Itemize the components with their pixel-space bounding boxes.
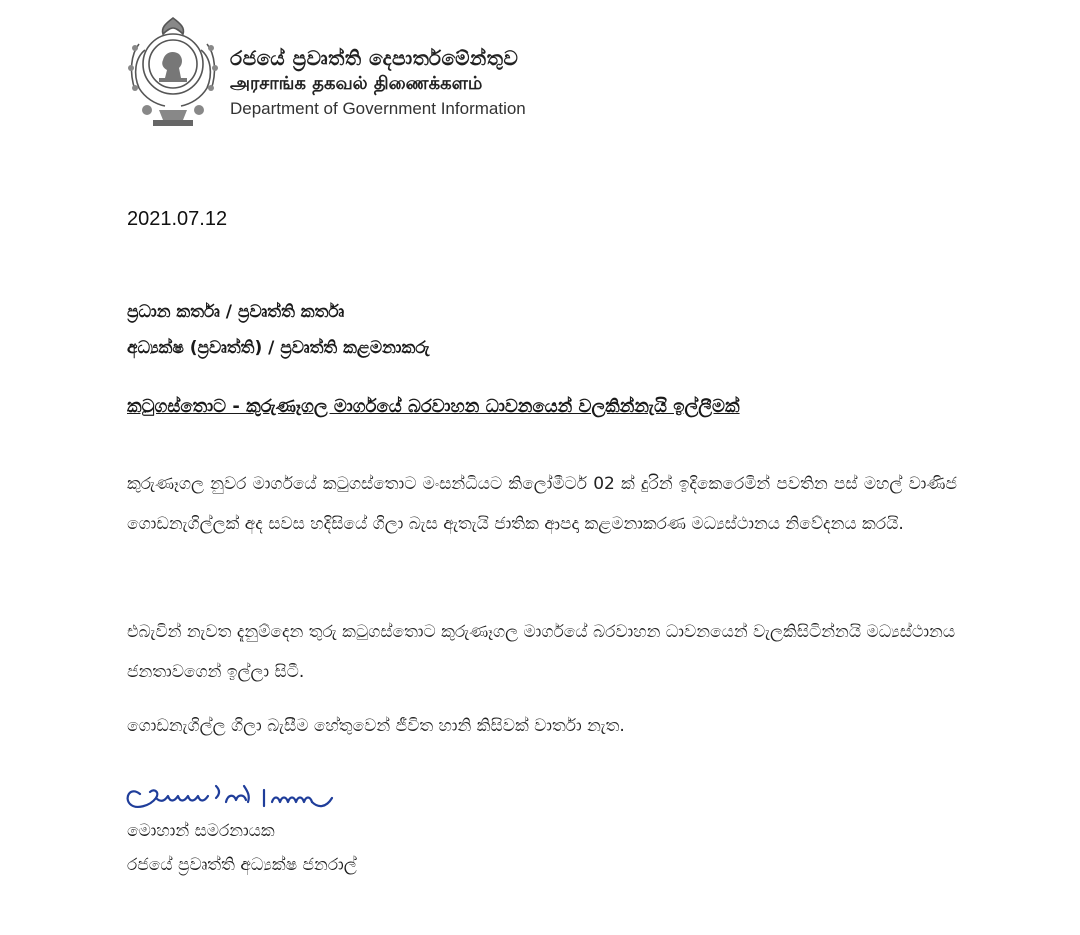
body-paragraph: ගොඩනැගිල්ල ගිලා බැසීම හේතුවෙන් ජීවිත හානි කිසිවක් වාර්තා නැත. — [127, 716, 625, 736]
recipient-line: අධ්‍යක්ෂ (ප්‍රවෘත්ති) / ප්‍රවෘත්ති කළමනාකරු — [127, 338, 430, 358]
department-name-sinhala: රජයේ ප්‍රවෘත්ති දෙපාර්තමේන්තුව — [230, 46, 519, 70]
recipients-block — [127, 294, 430, 366]
body-paragraph: කුරුණෑගල නුවර මාර්ගයේ කටුගස්තොට මංසන්ධියට කිලෝමීටර් 02 ක් දුරින් ඉදිකෙරෙමින් පවතින පස් මහල් වාණිජ ගොඩනැගිල්ලක් අද සවස හදිසියේ ගිලා බැස ඇතැයි ජාතික ආපදා කළමනාකරණ මධ්‍යස්ථානය නිවේදනය කරයි. — [127, 474, 957, 534]
signatory-block — [127, 814, 357, 882]
letter-heading: කටුගස්තොට - කුරුණෑගල මාර්ගයේ බරවාහන ධාවනයෙන් වලකින්නැයි ඉල්ලීමක් — [127, 396, 740, 417]
signatory-title: රජයේ ප්‍රවෘත්ති අධ්‍යක්ෂ ජනරාල් — [127, 855, 357, 875]
department-name-tamil: அரசாங்க தகவல் திணைக்களம் — [230, 73, 483, 94]
body-paragraph: එබැවින් නැවත දැනුම්දෙන තුරු කටුගස්තොට කුරුණෑගල මාර්ගයේ බරවාහන ධාවනයෙන් වැලකිසිටින්නයි මධ්‍යස්ථානය ජනතාවගෙන් ඉල්ලා සිටී. — [127, 622, 956, 682]
letterhead — [125, 14, 585, 134]
signatory-name: මොහාන් සමරනායක — [127, 821, 275, 841]
department-name-english: Department of Government Information — [230, 99, 526, 118]
letter-date: 2021.07.12 — [127, 208, 228, 230]
recipient-line: ප්‍රධාන කර්තෘ / ප්‍රවෘත්ති කර්තෘ — [127, 302, 345, 322]
sri-lanka-emblem-icon — [125, 14, 221, 130]
department-names — [230, 46, 526, 121]
